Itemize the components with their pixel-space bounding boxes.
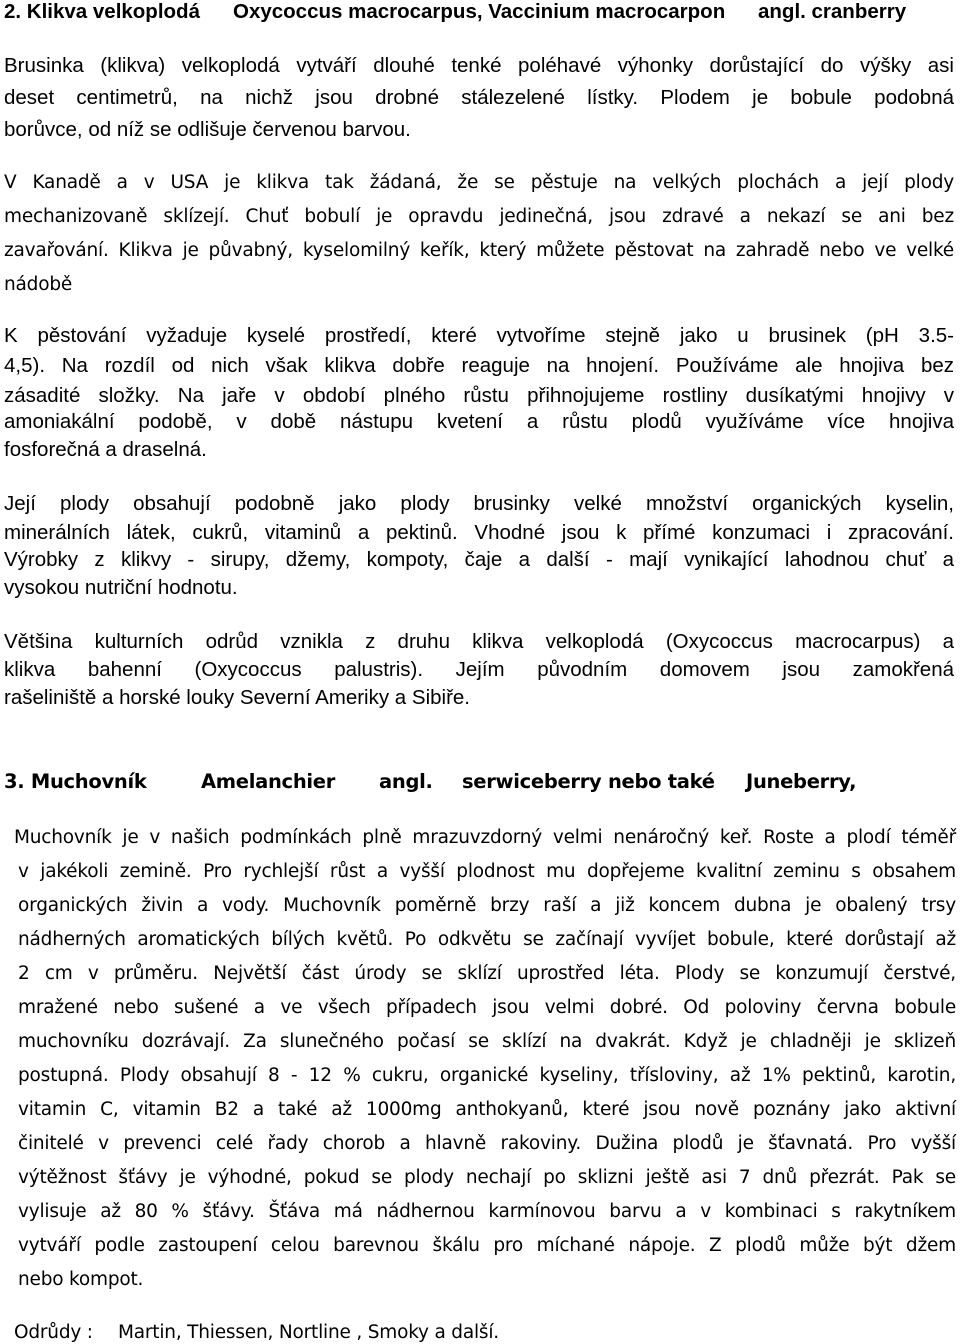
text-line: minerálních látek, cukrů, vitaminů a pektinů. Vhodné jsou k přímé konzumaci i zpracování.: [4, 521, 954, 544]
section-3-title: 3. Muchovník: [4, 770, 147, 793]
varieties-label: Odrůdy :: [14, 1322, 93, 1343]
text-line: 4,5). Na rozdíl od nich však klikva dobře reaguje na hnojení. Používáme ale hnojiva bez: [4, 354, 954, 377]
text-line: borůvce, od níž se odlišuje červenou barvou.: [4, 118, 411, 141]
text-line: K pěstování vyžaduje kyselé prostředí, které vytvoříme stejně jako u brusinek (pH 3.5-: [4, 324, 954, 347]
text-line: Muchovník je v našich podmínkách plně mrazuvzdorný velmi nenáročný keř. Roste a plodí téměř: [14, 827, 956, 848]
text-line: deset centimetrů, na nichž jsou drobné stálezelené lístky. Plodem je bobule podobná: [4, 86, 954, 109]
text-line: Její plody obsahují podobně jako plody brusinky velké množství organických kyselin,: [4, 492, 954, 515]
section-3-latin-name: Amelanchier: [201, 770, 336, 793]
text-line: mražené nebo sušené a ve všech případech jsou velmi dobré. Od poloviny června bobule: [18, 997, 956, 1018]
text-line: v jakékoli zemině. Pro rychlejší růst a vyšší plodnost mu dopřejeme kvalitní zeminu s obsahem: [18, 861, 956, 882]
section-3-angl-label: angl.: [379, 770, 433, 793]
text-line: mechanizovaně sklízejí. Chuť bobulí je opravdu jedinečná, jsou zdravé a nekazí se ani bez: [4, 206, 954, 227]
text-line: vysokou nutriční hodnotu.: [4, 576, 238, 599]
section-2-english-name: angl. cranberry: [758, 0, 907, 23]
text-line: muchovníku dozrávají. Za slunečného počasí se sklízí na dvakrát. Když je chladněji je sklizeň: [18, 1031, 956, 1052]
text-line: činitelé v prevenci celé řady chorob a hlavně rakoviny. Dužina plodů je šťavnatá. Pro vyšší: [18, 1133, 956, 1154]
text-line: Brusinka (klikva) velkoplodá vytváří dlouhé tenké poléhavé výhonky dorůstající do výšky asi: [4, 54, 954, 77]
text-line: organických živin a vody. Muchovník poměrně brzy raší a již koncem dubna je obalený trsy: [18, 895, 956, 916]
text-line: vitamin C, vitamin B2 a také až 1000mg anthokyanů, které jsou nově poznány jako aktivní: [18, 1099, 956, 1120]
text-line: fosforečná a draselná.: [4, 438, 207, 461]
section-3-english-name-alt: Juneberry,: [746, 770, 857, 793]
text-line: Výrobky z klikvy - sirupy, džemy, kompoty, čaje a další - mají vynikající lahodnou chuť a: [4, 548, 954, 571]
text-line: rašeliniště a horské louky Severní Ameriky a Sibiře.: [4, 686, 471, 709]
text-line: nádherných aromatických bílých květů. Po odkvětu se začínají vyvíjet bobule, které dorůstají až: [18, 929, 956, 950]
text-line: V Kanadě a v USA je klikva tak žádaná, že se pěstuje na velkých plochách a její plody: [4, 172, 954, 193]
text-line: Většina kulturních odrůd vznikla z druhu klikva velkoplodá (Oxycoccus macrocarpus) a: [4, 630, 954, 653]
text-line: vytváří podle zastoupení celou barevnou škálu pro míchané nápoje. Z plodů může být džem: [18, 1235, 956, 1256]
section-3-english-name: serwiceberry nebo také: [462, 770, 715, 793]
text-line: klikva bahenní (Oxycoccus palustris). Jejím původním domovem jsou zamokřená: [4, 658, 954, 681]
text-line: výtěžnost šťávy je výhodné, pokud se plody nechají po sklizni ještě asi 7 dnů přezrát. Pak se: [18, 1167, 956, 1188]
text-line: amoniakální podobě, v době nástupu kvetení a růstu plodů využíváme více hnojiva: [4, 410, 954, 433]
section-2-latin-name: Oxycoccus macrocarpus, Vaccinium macrocarpon: [233, 0, 726, 23]
text-line: zavařování. Klikva je půvabný, kyselomilný keřík, který můžete pěstovat na zahradě nebo ve velké: [4, 240, 954, 261]
text-line: nádobě: [4, 274, 73, 295]
varieties-list: Martin, Thiessen, Nortline , Smoky a další.: [118, 1322, 499, 1343]
text-line: vylisuje až 80 % šťávy. Šťáva má nádhernou karmínovou barvu a v kombinaci s rakytníkem: [18, 1201, 956, 1222]
text-line: nebo kompot.: [18, 1269, 144, 1290]
section-2-title: 2. Klikva velkoplodá: [4, 0, 200, 23]
text-line: zásadité složky. Na jaře v období plného růstu přihnojujeme rostliny dusíkatými hnojivy v: [4, 384, 954, 407]
text-line: postupná. Plody obsahují 8 - 12 % cukru, organické kyseliny, třísloviny, až 1% pektinů, karotin,: [18, 1065, 956, 1086]
text-line: 2 cm v průměru. Největší část úrody se sklízí uprostřed léta. Plody se konzumují čerstvé,: [18, 963, 956, 984]
